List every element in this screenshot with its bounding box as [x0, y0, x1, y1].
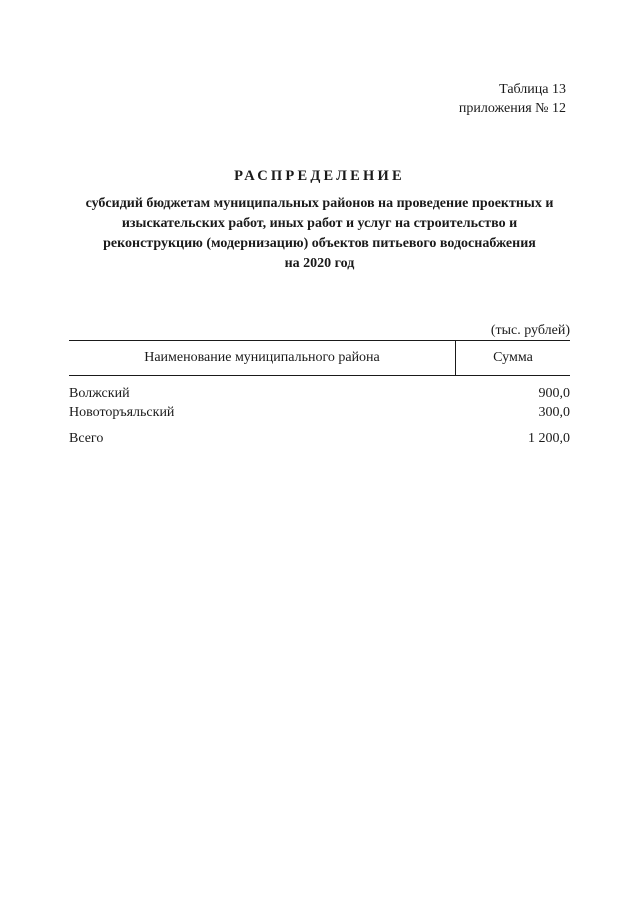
annex-reference [459, 80, 566, 118]
table-row [69, 384, 570, 403]
annex-table-number: Таблица 13 [499, 82, 566, 97]
title-subtitle-line-1: субсидий бюджетам муниципальных районов на проведение проектных и [85, 196, 554, 211]
table-total-row [69, 429, 570, 448]
title-subtitle-line-3: реконструкцию (модернизацию) объектов питьевого водоснабжения [103, 236, 536, 251]
row-sum-value: 300,0 [538, 405, 570, 420]
document-title [40, 168, 599, 274]
row-district-name: Новоторъяльский [69, 405, 175, 420]
title-subtitle-line-4: на 2020 год [284, 256, 355, 271]
column-header-sum: Сумма [493, 350, 533, 365]
row-district-name: Волжский [69, 386, 130, 401]
total-label: Всего [69, 431, 104, 446]
column-header-district: Наименование муниципального района [69, 341, 456, 375]
title-subtitle-line-2: изыскательских работ, иных работ и услуг на строительство и [121, 216, 518, 231]
row-sum-value: 900,0 [538, 386, 570, 401]
table-row [69, 403, 570, 422]
annex-appendix-number: приложения № 12 [458, 101, 566, 116]
total-sum-value: 1 200,0 [528, 431, 570, 446]
title-heading: РАСПРЕДЕЛЕНИЕ [234, 168, 405, 184]
table-header [69, 340, 570, 376]
units-label: (тыс. рублей) [490, 323, 570, 338]
table-body [69, 384, 570, 448]
